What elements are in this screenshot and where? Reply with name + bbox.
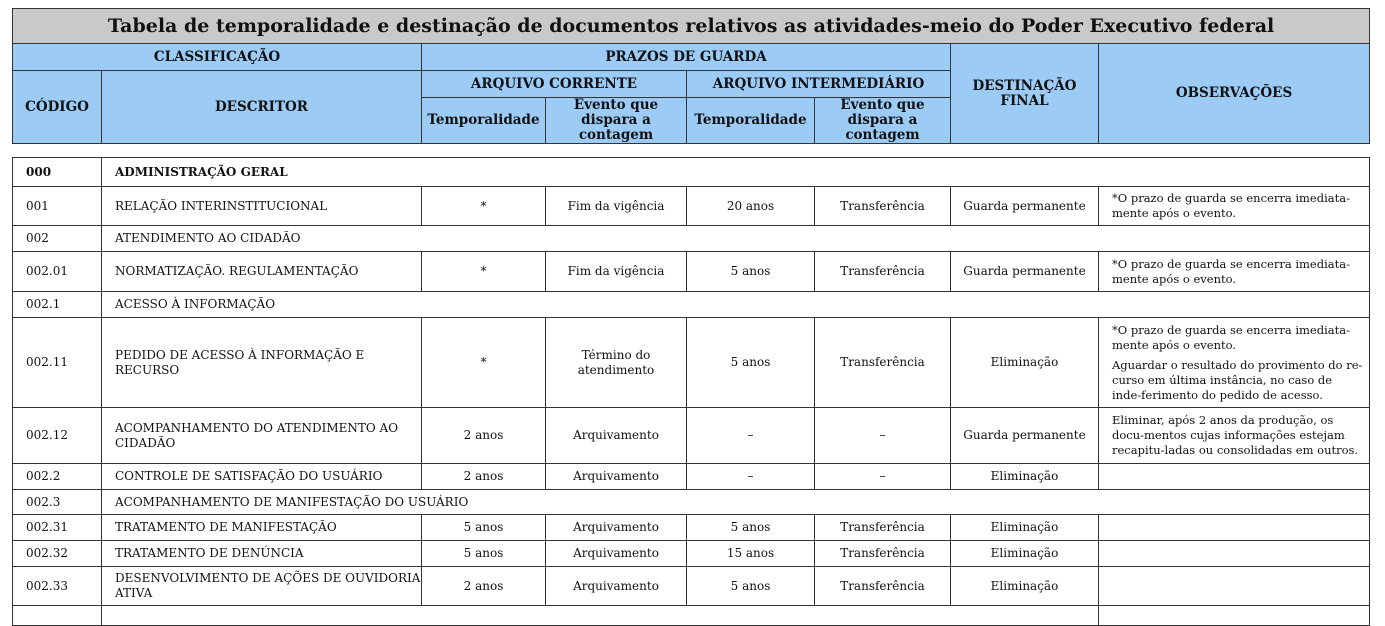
row-ac-temporalidade: 5 anos <box>422 515 546 541</box>
row-descriptor <box>102 606 1099 626</box>
temporality-table-container <box>12 8 1369 626</box>
row-descriptor: RELAÇÃO INTERINSTITUCIONAL <box>102 187 422 226</box>
table-row <box>13 464 1370 490</box>
table-row <box>13 490 1370 515</box>
table-row <box>13 567 1370 606</box>
row-ai-temporalidade: 5 anos <box>687 318 815 408</box>
row-ac-temporalidade: 2 anos <box>422 464 546 490</box>
table-row <box>13 606 1370 626</box>
obs-text: Eliminar, após 2 anos da produção, os docu-mentos cujas informações estejam recapitu-ladas ou consolidadas em outros. <box>1112 413 1359 457</box>
row-destinacao: Guarda permanente <box>951 252 1099 292</box>
header-ac-evento: Evento que dispara a contagem <box>546 98 687 144</box>
row-code: 002.2 <box>13 464 102 490</box>
row-ai-temporalidade: – <box>687 408 815 464</box>
row-destinacao: Guarda permanente <box>951 408 1099 464</box>
row-descriptor: ACOMPANHAMENTO DE MANIFESTAÇÃO DO USUÁRIO <box>102 490 1370 515</box>
row-descriptor: TRATAMENTO DE MANIFESTAÇÃO <box>102 515 422 541</box>
row-code: 002.31 <box>13 515 102 541</box>
row-descriptor: DESENVOLVIMENTO DE AÇÕES DE OUVIDORIA ATIVA <box>102 567 422 606</box>
row-ac-evento: Fim da vigência <box>546 187 687 226</box>
row-ai-evento: – <box>815 408 951 464</box>
row-descriptor: PEDIDO DE ACESSO À INFORMAÇÃO E RECURSO <box>102 318 422 408</box>
row-ai-evento: Transferência <box>815 318 951 408</box>
row-observacoes <box>1099 252 1370 292</box>
row-ai-evento: – <box>815 464 951 490</box>
row-ac-evento: Arquivamento <box>546 541 687 567</box>
header-ai-temporalidade: Temporalidade <box>687 98 815 144</box>
row-ac-evento: Arquivamento <box>546 464 687 490</box>
row-code: 002.33 <box>13 567 102 606</box>
header-arquivo-corrente: ARQUIVO CORRENTE <box>422 71 687 98</box>
temporality-table <box>12 8 1370 626</box>
row-ac-temporalidade: 2 anos <box>422 567 546 606</box>
row-observacoes <box>1099 606 1370 626</box>
obs-text: *O prazo de guarda se encerra imediata-mente após o evento. <box>1112 256 1350 286</box>
table-row <box>13 541 1370 567</box>
row-ac-temporalidade: 5 anos <box>422 541 546 567</box>
row-observacoes <box>1099 567 1370 606</box>
row-ac-evento: Arquivamento <box>546 408 687 464</box>
row-ac-temporalidade: * <box>422 252 546 292</box>
table-row <box>13 158 1370 187</box>
row-observacoes <box>1099 408 1370 464</box>
row-code: 002.01 <box>13 252 102 292</box>
header-prazos-de-guarda: PRAZOS DE GUARDA <box>422 44 951 71</box>
table-row <box>13 252 1370 292</box>
header-arquivo-intermediario: ARQUIVO INTERMEDIÁRIO <box>687 71 951 98</box>
row-ai-temporalidade: 5 anos <box>687 252 815 292</box>
row-descriptor: ATENDIMENTO AO CIDADÃO <box>102 226 1370 252</box>
row-code: 002 <box>13 226 102 252</box>
table-title: Tabela de temporalidade e destinação de documentos relativos as atividades-meio do Poder Executivo federal <box>13 9 1370 44</box>
header-destinacao-final: DESTINAÇÃO FINAL <box>951 44 1099 144</box>
row-ai-temporalidade: – <box>687 464 815 490</box>
row-destinacao: Eliminação <box>951 515 1099 541</box>
header-classificacao: CLASSIFICAÇÃO <box>13 44 422 71</box>
row-ai-evento: Transferência <box>815 187 951 226</box>
row-observacoes <box>1099 515 1370 541</box>
row-code: 000 <box>13 158 102 187</box>
row-descriptor: ACESSO À INFORMAÇÃO <box>102 292 1370 318</box>
row-ac-temporalidade: 2 anos <box>422 408 546 464</box>
row-destinacao: Eliminação <box>951 567 1099 606</box>
row-ai-evento: Transferência <box>815 515 951 541</box>
row-ac-temporalidade: * <box>422 318 546 408</box>
row-observacoes <box>1099 541 1370 567</box>
row-descriptor: NORMATIZAÇÃO. REGULAMENTAÇÃO <box>102 252 422 292</box>
row-destinacao: Eliminação <box>951 318 1099 408</box>
table-row <box>13 187 1370 226</box>
row-code: 002.1 <box>13 292 102 318</box>
table-row <box>13 226 1370 252</box>
table-row <box>13 318 1370 408</box>
row-code: 002.32 <box>13 541 102 567</box>
obs-text: *O prazo de guarda se encerra imediata-mente após o evento. <box>1112 191 1350 220</box>
row-ai-temporalidade: 5 anos <box>687 567 815 606</box>
row-ai-evento: Transferência <box>815 541 951 567</box>
row-destinacao: Eliminação <box>951 541 1099 567</box>
row-observacoes <box>1099 318 1370 408</box>
row-descriptor: ACOMPANHAMENTO DO ATENDIMENTO AO CIDADÃO <box>102 408 422 464</box>
row-code: 002.11 <box>13 318 102 408</box>
spacer-row <box>13 144 1370 158</box>
row-descriptor: CONTROLE DE SATISFAÇÃO DO USUÁRIO <box>102 464 422 490</box>
row-ac-temporalidade: * <box>422 187 546 226</box>
row-ac-evento: Fim da vigência <box>546 252 687 292</box>
row-code: 002.3 <box>13 490 102 515</box>
row-descriptor: TRATAMENTO DE DENÚNCIA <box>102 541 422 567</box>
row-ai-evento: Transferência <box>815 252 951 292</box>
obs-text: *O prazo de guarda se encerra imediata-mente após o evento. <box>1112 322 1350 352</box>
header-ac-temporalidade: Temporalidade <box>422 98 546 144</box>
row-ai-temporalidade: 15 anos <box>687 541 815 567</box>
obs-text: Aguardar o resultado do provimento do re-curso em última instância, no caso de inde-ferimento do pedido de acesso. <box>1112 357 1363 402</box>
row-code <box>13 606 102 626</box>
row-code: 002.12 <box>13 408 102 464</box>
row-ac-evento: Arquivamento <box>546 515 687 541</box>
row-ac-evento: Arquivamento <box>546 567 687 606</box>
row-ai-temporalidade: 5 anos <box>687 515 815 541</box>
row-destinacao: Guarda permanente <box>951 187 1099 226</box>
header-codigo: CÓDIGO <box>13 71 102 144</box>
table-row <box>13 292 1370 318</box>
row-descriptor: ADMINISTRAÇÃO GERAL <box>102 158 1370 187</box>
row-code: 001 <box>13 187 102 226</box>
table-row <box>13 408 1370 464</box>
row-observacoes <box>1099 464 1370 490</box>
header-ai-evento: Evento que dispara a contagem <box>815 98 951 144</box>
table-row <box>13 515 1370 541</box>
row-ac-evento: Término do atendimento <box>546 318 687 408</box>
header-observacoes: OBSERVAÇÕES <box>1099 44 1370 144</box>
row-ai-evento: Transferência <box>815 567 951 606</box>
row-observacoes <box>1099 187 1370 226</box>
row-ai-temporalidade: 20 anos <box>687 187 815 226</box>
row-destinacao: Eliminação <box>951 464 1099 490</box>
header-descritor: DESCRITOR <box>102 71 422 144</box>
